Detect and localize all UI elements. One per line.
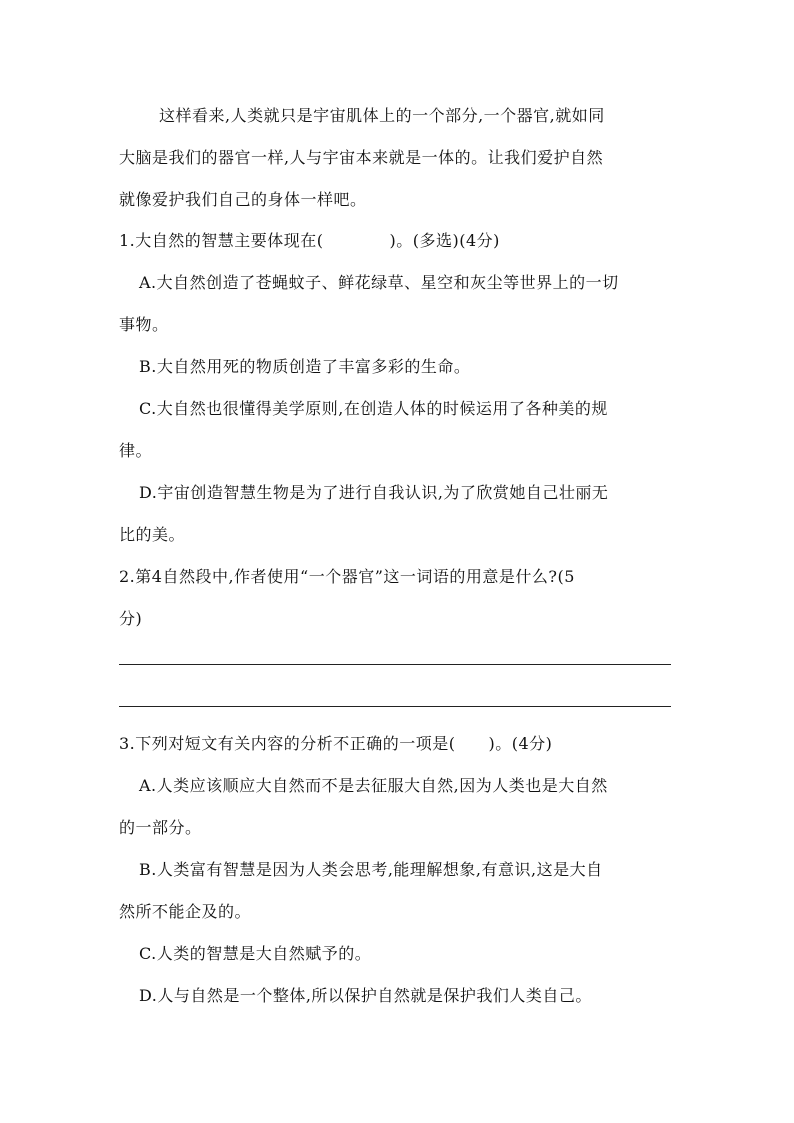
- answer-line[interactable]: [119, 664, 671, 665]
- question-2-stem-cont: 分): [119, 609, 143, 628]
- answer-line[interactable]: [119, 706, 671, 707]
- question-3-option-b: B.人类富有智慧是因为人类会思考,能理解想象,有意识,这是大自: [139, 860, 603, 879]
- question-3-stem: 3.下列对短文有关内容的分析不正确的一项是( )。(4分): [119, 734, 553, 753]
- question-1-option-a: A.大自然创造了苍蝇蚊子、鲜花绿草、星空和灰尘等世界上的一切: [139, 273, 619, 292]
- question-3-option-b-cont: 然所不能企及的。: [119, 902, 252, 921]
- question-3-option-c: C.人类的智慧是大自然赋予的。: [139, 944, 372, 963]
- question-1-option-c-cont: 律。: [119, 441, 153, 460]
- question-1-option-d-cont: 比的美。: [119, 525, 186, 544]
- passage-line: 就像爱护我们自己的身体一样吧。: [119, 190, 367, 209]
- question-1-option-c: C.大自然也很懂得美学原则,在创造人体的时候运用了各种美的规: [139, 399, 608, 418]
- question-1-stem: 1.大自然的智慧主要体现在( )。(多选)(4分): [119, 231, 500, 250]
- question-1-option-d: D.宇宙创造智慧生物是为了进行自我认识,为了欣赏她自己壮丽无: [139, 483, 609, 502]
- question-3-option-a-cont: 的一部分。: [119, 818, 202, 837]
- question-3-option-d: D.人与自然是一个整体,所以保护自然就是保护我们人类自己。: [139, 986, 592, 1005]
- question-1-option-b: B.大自然用死的物质创造了丰富多彩的生命。: [139, 357, 471, 376]
- question-2-stem: 2.第4自然段中,作者使用“一个器官”这一词语的用意是什么?(5: [119, 567, 575, 586]
- question-3-option-a: A.人类应该顺应大自然而不是去征服大自然,因为人类也是大自然: [139, 776, 608, 795]
- passage-line: 这样看来,人类就只是宇宙肌体上的一个部分,一个器官,就如同: [159, 106, 605, 125]
- question-1-option-a-cont: 事物。: [119, 315, 169, 334]
- passage-line: 大脑是我们的器官一样,人与宇宙本来就是一体的。让我们爱护自然: [119, 148, 604, 167]
